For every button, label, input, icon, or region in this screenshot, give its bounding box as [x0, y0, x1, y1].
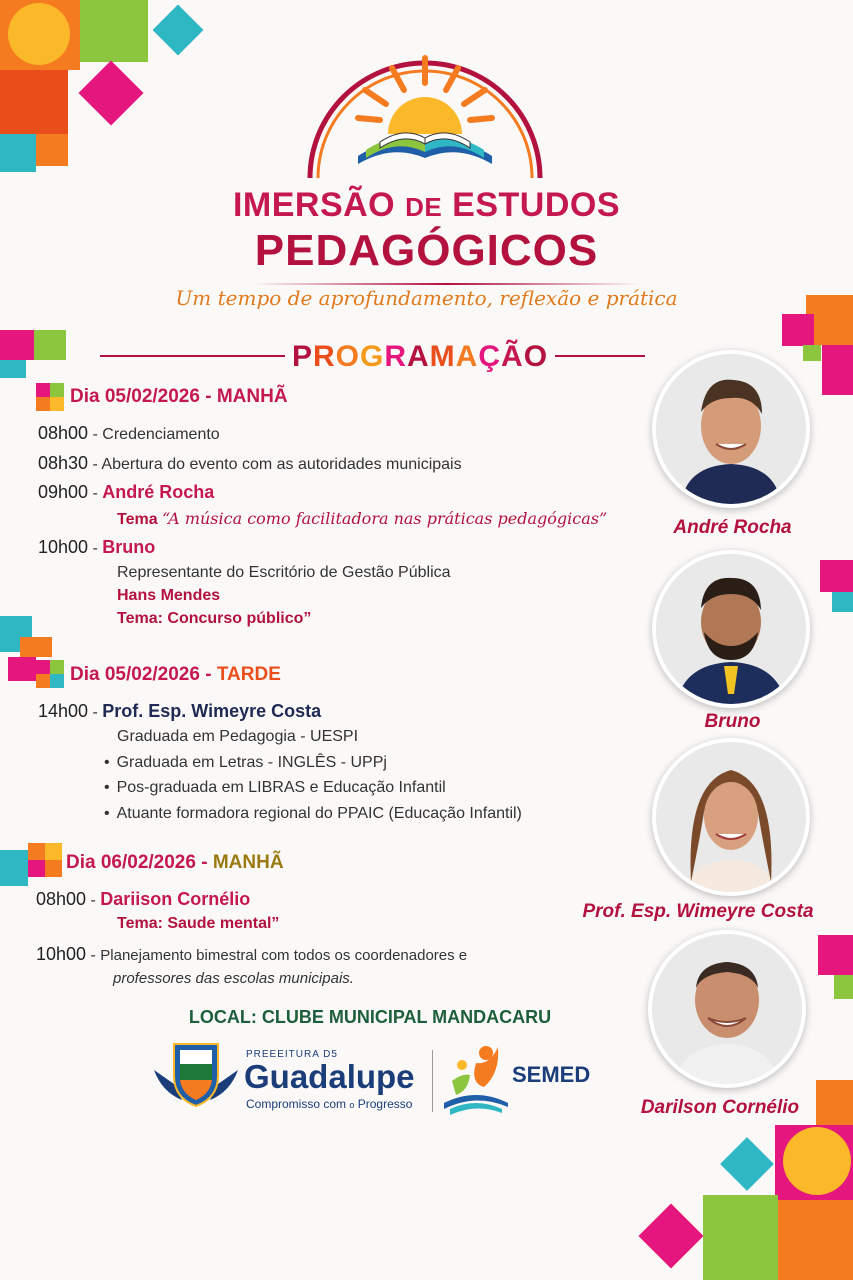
- detail-line: professores das escolas municipais.: [113, 970, 354, 987]
- decor-square: [720, 1137, 774, 1191]
- day-header: Dia 06/02/2026 - MANHÃ: [66, 852, 284, 873]
- decor-square: [778, 1200, 853, 1280]
- decor-square: [0, 330, 34, 360]
- decor-square: [834, 975, 853, 999]
- decor-square: [818, 935, 853, 975]
- decor-square: [34, 330, 66, 360]
- decor-square: [20, 637, 52, 657]
- decor-square: [78, 60, 143, 125]
- schedule-item: 14h00 - Prof. Esp. Wimeyre Costa: [38, 701, 322, 721]
- decor-square: [0, 70, 68, 134]
- tema-line: Tema: Saude mental”: [117, 915, 280, 932]
- schedule-item: 08h30 - Abertura do evento com as autoridades municipais: [38, 453, 462, 473]
- detail-line: Tema: Concurso público”: [117, 610, 312, 627]
- schedule-item: 08h00 - Credenciamento: [38, 423, 220, 443]
- semed-label: SEMED: [512, 1062, 591, 1087]
- speaker-photo: [652, 738, 810, 896]
- decor-square: [820, 560, 853, 592]
- speaker-photo: [652, 350, 810, 508]
- decor-square: [153, 5, 204, 56]
- schedule-item: 08h00 - Dariison Cornélio: [36, 889, 251, 909]
- decor-circle: [783, 1127, 851, 1195]
- prefeitura-tagline: Compromisso com o Progresso: [246, 1097, 413, 1111]
- decor-square: [803, 345, 821, 361]
- day-header: Dia 05/02/2026 - MANHÃ: [70, 386, 288, 407]
- schedule-item: 09h00 - André Rocha: [38, 482, 215, 502]
- decor-square: [638, 1203, 703, 1268]
- person-icon: [656, 354, 806, 504]
- day-icon: [36, 383, 64, 411]
- bullet-item: • Graduada em Letras - INGLÊS - UPPj: [104, 754, 387, 772]
- speaker-name: Darilson Cornélio: [640, 1097, 800, 1118]
- detail-line: Graduada em Pedagogia - UESPI: [117, 728, 359, 745]
- divider: [100, 355, 285, 357]
- decor-square: [703, 1195, 778, 1280]
- decor-square: [0, 360, 26, 378]
- programacao-heading: PROGRAMAÇÃO: [291, 340, 549, 373]
- event-logo: [300, 38, 550, 183]
- day-header: Dia 05/02/2026 - TARDE: [70, 664, 281, 685]
- speaker-photo: [652, 550, 810, 708]
- prefeitura-crest-icon: [152, 1040, 240, 1110]
- decor-square: [0, 134, 36, 172]
- prefeitura-name: Guadalupe: [244, 1058, 415, 1095]
- day-icon: [36, 660, 64, 688]
- speaker-name: Bruno: [704, 711, 761, 732]
- speaker-name: Prof. Esp. Wimeyre Costa: [582, 901, 814, 922]
- title-divider: [252, 283, 642, 285]
- person-icon: [656, 742, 806, 892]
- tema-line: Tema “A música como facilitadora nas práticas pedagógicas”: [117, 509, 608, 528]
- decor-square: [80, 0, 148, 62]
- decor-square: [816, 1080, 853, 1126]
- detail-line: Hans Mendes: [117, 587, 221, 604]
- day-icon: [28, 843, 62, 877]
- speaker-name: André Rocha: [673, 517, 792, 538]
- schedule-item: 10h00 - Bruno: [38, 537, 156, 557]
- decor-square: [822, 345, 853, 395]
- schedule-item: 10h00 - Planejamento bimestral com todos os coordenadores e: [36, 944, 468, 964]
- decor-circle: [8, 3, 70, 65]
- decor-square: [782, 314, 814, 346]
- bullet-item: • Pos-graduada em LIBRAS e Educação Infantil: [104, 779, 446, 797]
- sun-book-icon: [300, 38, 550, 183]
- decor-square: [36, 134, 68, 166]
- detail-line: Representante do Escritório de Gestão Pública: [117, 564, 451, 581]
- divider: [432, 1050, 433, 1112]
- divider: [555, 355, 645, 357]
- event-subtitle: Um tempo de aprofundamento, reflexão e prática: [175, 286, 678, 310]
- event-location: LOCAL: CLUBE MUNICIPAL MANDACARU: [188, 1007, 552, 1027]
- decor-square: [8, 657, 36, 681]
- bullet-item: • Atuante formadora regional do PPAIC (Educação Infantil): [104, 805, 522, 823]
- decor-square: [832, 592, 853, 612]
- event-title-line1: IMERSÃO DE ESTUDOS: [232, 186, 621, 224]
- prefeitura-label: PREEEITURA D5: [246, 1049, 338, 1060]
- decor-square: [0, 850, 28, 886]
- semed-logo-icon: [440, 1043, 512, 1115]
- person-icon: [656, 554, 806, 704]
- event-title-line2: PEDAGÓGICOS: [254, 226, 599, 275]
